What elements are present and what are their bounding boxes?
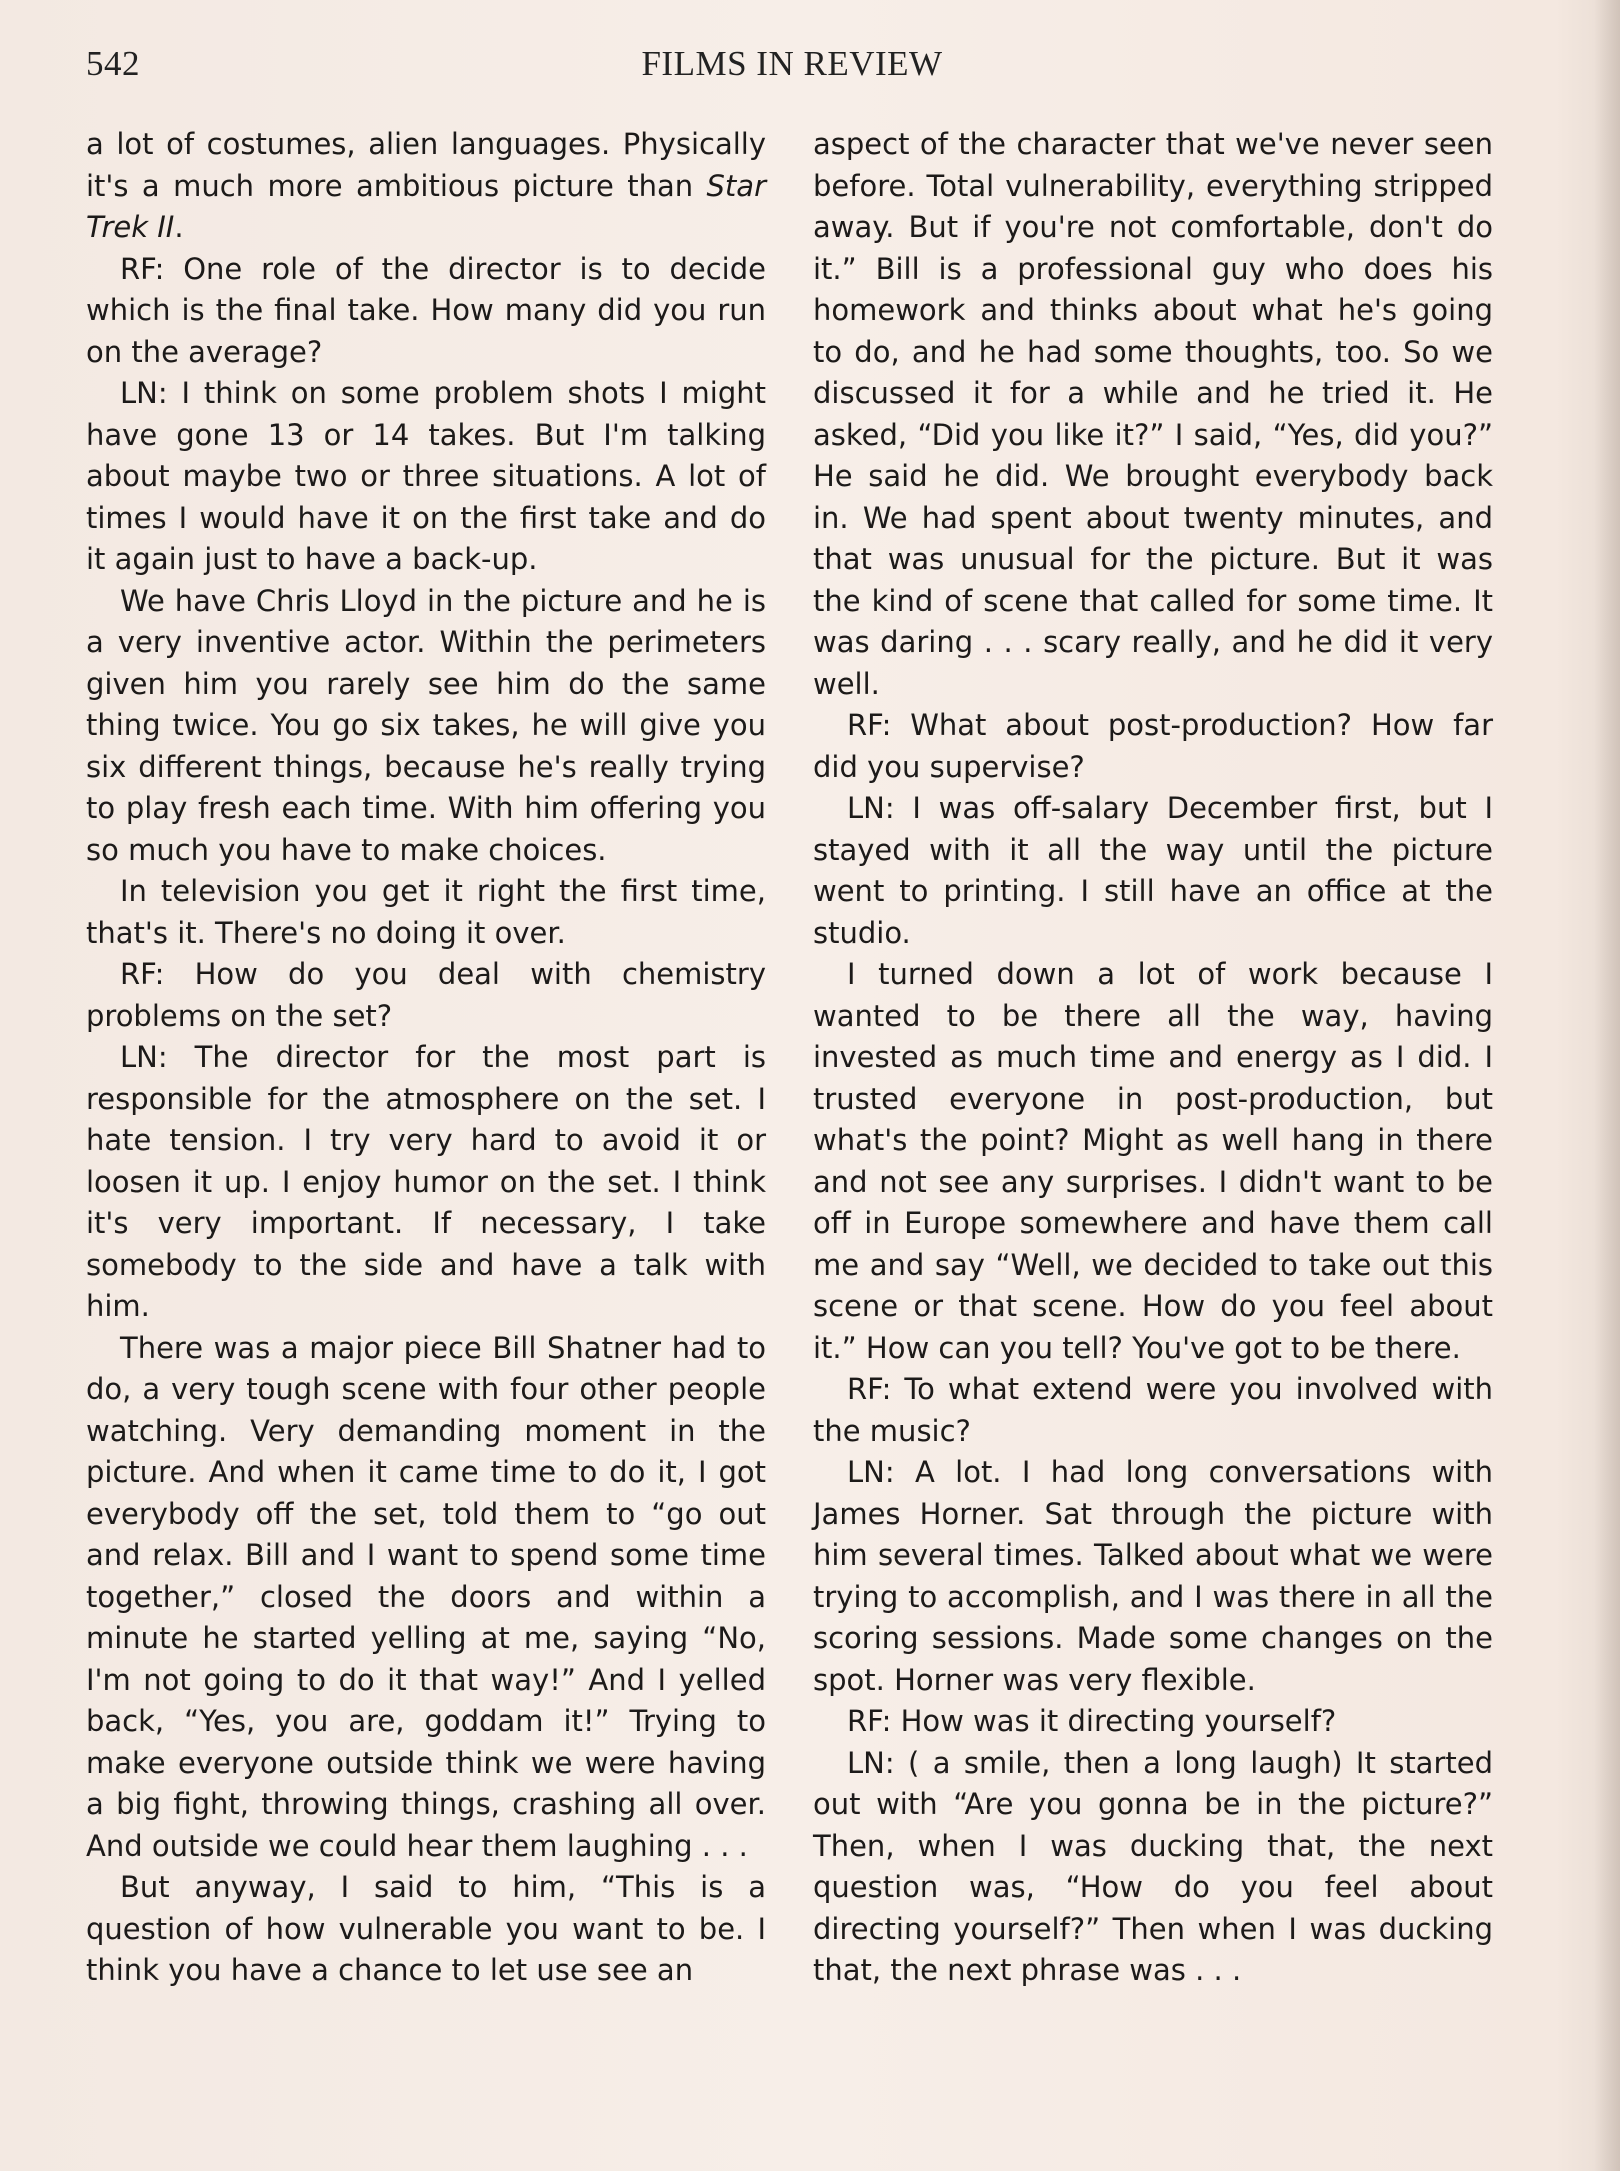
- paragraph: RF: How was it directing yourself?: [847, 1704, 1337, 1738]
- paragraph: LN: The director for the most part is responsible for the atmosphere on the set. I hate tension. I try very hard to avoid it or loosen it up. I enjoy humor on the set. I think it's very important. If necessary, I take somebody to the side and have a talk with him.: [86, 1040, 766, 1323]
- paragraph: There was a major piece Bill Shatner had to do, a very tough scene with four other people watching. Very demanding moment in the picture. And when it came time to do it, I got everybody off the set, told them to “go out and relax. Bill and I want to spend some time together,” closed the doors and within a minute he started yelling at me, saying “No, I'm not going to do it that way!” And I yelled back, “Yes, you are, goddam it!” Trying to make everyone outside think we were having a big fight, throwing things, crashing all over. And outside we could hear them laughing . . .: [86, 1330, 766, 1863]
- paragraph-text: .: [174, 210, 184, 244]
- paragraph: We have Chris Lloyd in the picture and he is a very inventive actor. Within the perimeters given him you rarely see him do the same thing twice. You go six takes, he will give you six different things, because he's really trying to play fresh each time. With him offering you so much you have to make choices.: [86, 583, 766, 867]
- running-title: FILMS IN REVIEW: [641, 44, 943, 83]
- paragraph: In television you get it right the first time, that's it. There's no doing it over.: [86, 874, 766, 950]
- page-number: 542: [86, 44, 140, 83]
- paragraph: LN: ( a smile, then a long laugh) It started out with “Are you gonna be in the picture?” Then, when I was ducking that, the next question was, “How do you feel about directing yourself?” Then when I was ducking that, the next phrase was . . .: [813, 1745, 1493, 1987]
- paragraph: RF: What about post-production? How far did you supervise?: [813, 708, 1493, 784]
- paragraph: I turned down a lot of work because I wanted to be there all the way, having invested as much time and energy as I did. I trusted everyone in post-production, but what's the point? Might as well hang in there and not see any surprises. I didn't want to be off in Europe somewhere and have them call me and say “Well, we decided to take out this scene or that scene. How do you feel about it.” How can you tell? You've got to be there.: [813, 957, 1493, 1365]
- paragraph: RF: To what extend were you involved with the music?: [813, 1372, 1493, 1448]
- paragraph: LN: I think on some problem shots I might have gone 13 or 14 takes. But I'm talking about maybe two or three situations. A lot of times I would have it on the first take and do it again just to have a back-up.: [86, 376, 766, 576]
- paragraph: aspect of the character that we've never seen before. Total vulnerability, everything stripped away. But if you're not comfortable, don't do it.” Bill is a professional guy who does his homework and thinks about what he's going to do, and he had some thoughts, too. So we discussed it for a while and he tried it. He asked, “Did you like it?” I said, “Yes, did you?” He said he did. We brought everybody back in. We had spent about twenty minutes, and that was unusual for the picture. But it was the kind of scene that called for some time. It was daring . . . scary really, and he did it very well.: [813, 127, 1493, 701]
- paragraph: [86, 124, 766, 249]
- paragraph: RF: One role of the director is to decide which is the final take. How many did you run on the average?: [86, 251, 766, 369]
- paragraph-text: a lot of costumes, alien languages. Physically it's a much more ambitious picture than: [86, 127, 766, 203]
- paragraph: LN: I was off-salary December first, but I stayed with it all the way until the picture went to printing. I still have an office at the studio.: [813, 791, 1493, 950]
- paragraph: RF: How do you deal with chemistry problems on the set?: [86, 957, 766, 1033]
- right-column: [813, 124, 1493, 1992]
- page-edge-shadow: [1594, 0, 1620, 2171]
- film-title: Star Trek II: [86, 168, 766, 244]
- left-column: [86, 124, 766, 1992]
- page-header: [86, 44, 1498, 88]
- paragraph: LN: A lot. I had long conversations with James Horner. Sat through the picture with him several times. Talked about what we were trying to accomplish, and I was there in all the scoring sessions. Made some changes on the spot. Horner was very flexible.: [813, 1455, 1493, 1697]
- paragraph: But anyway, I said to him, “This is a question of how vulnerable you want to be. I think you have a chance to let use see an: [86, 1870, 766, 1987]
